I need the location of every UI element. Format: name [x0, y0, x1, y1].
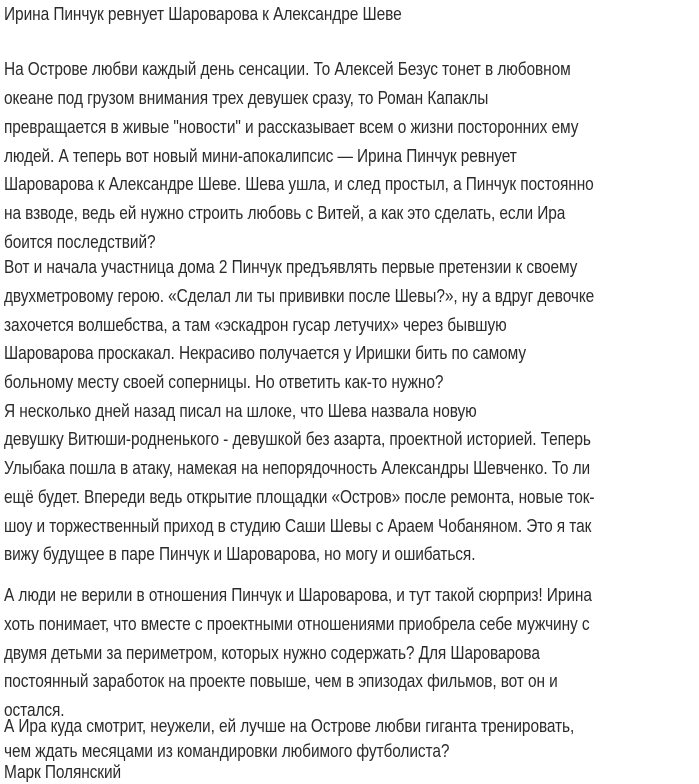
- text-line: захочется волшебства, а там «эскадрон гусар летучих» через бывшую: [4, 315, 507, 335]
- text-line: людей. А теперь вот новый мини-апокалипсис — Ирина Пинчук ревнует: [4, 146, 517, 166]
- text-line: хоть понимает, что вместе с проектными отношениями приобрела себе мужчину с: [4, 614, 590, 634]
- text-line: постоянный заработок на проекте повыше, чем в эпизодах фильмов, вот он и: [4, 671, 558, 691]
- text-line: Вот и начала участница дома 2 Пинчук предъявлять первые претензии к своему: [4, 257, 578, 277]
- text-line: шоу и торжественный приход в студию Саши Шевы с Араем Чобаняном. Это я так: [4, 516, 592, 536]
- text-line: остался.: [4, 700, 65, 720]
- text-line: Шароварова проскакал. Некрасиво получается у Иришки бить по самому: [4, 343, 527, 363]
- text-line: океане под грузом внимания трех девушек сразу, то Роман Капаклы: [4, 88, 489, 108]
- text-line: Я несколько дней назад писал на шлоке, что Шева назвала новую: [4, 401, 477, 421]
- text-line: На Острове любви каждый день сенсации. То Алексей Безус тонет в любовном: [4, 59, 571, 79]
- text-line: больному месту своей соперницы. Но ответить как-то нужно?: [4, 372, 444, 392]
- text-line: чем ждать месяцами из командировки любимого футболиста?: [4, 741, 450, 761]
- text-line: ещё будет. Впереди ведь открытие площадки «Остров» после ремонта, новые ток-: [4, 487, 595, 507]
- text-line: Шароварова к Александре Шеве. Шева ушла, и след простыл, а Пинчук постоянно: [4, 174, 594, 194]
- text-line: А Ира куда смотрит, неужели, ей лучше на Острове любви гиганта тренировать,: [4, 716, 575, 736]
- text-line: двумя детьми за периметром, которых нужно содержать? Для Шароварова: [4, 643, 540, 663]
- text-line: девушку Витюши-родненького - девушкой без азарта, проектной историей. Теперь: [4, 429, 591, 449]
- text-line: боится последствий?: [4, 232, 156, 252]
- text-line: на взводе, ведь ей нужно строить любовь с Витей, а как это сделать, если Ира: [4, 203, 566, 223]
- article-title: Ирина Пинчук ревнует Шароварова к Александре Шеве: [4, 4, 402, 24]
- text-line: Улыбака пошла в атаку, намекая на непорядочность Александры Шевченко. То ли: [4, 458, 591, 478]
- text-line: А люди не верили в отношения Пинчук и Шароварова, и тут такой сюрприз! Ирина: [4, 585, 592, 605]
- text-line: двухметровому герою. «Сделал ли ты прививки после Шевы?», ну а вдруг девочке: [4, 286, 595, 306]
- article-author: Марк Полянский: [4, 762, 122, 782]
- text-line: вижу будущее в паре Пинчук и Шароварова, но могу и ошибаться.: [4, 544, 476, 564]
- text-line: превращается в живые "новости" и рассказывает всем о жизни посторонних ему: [4, 117, 579, 137]
